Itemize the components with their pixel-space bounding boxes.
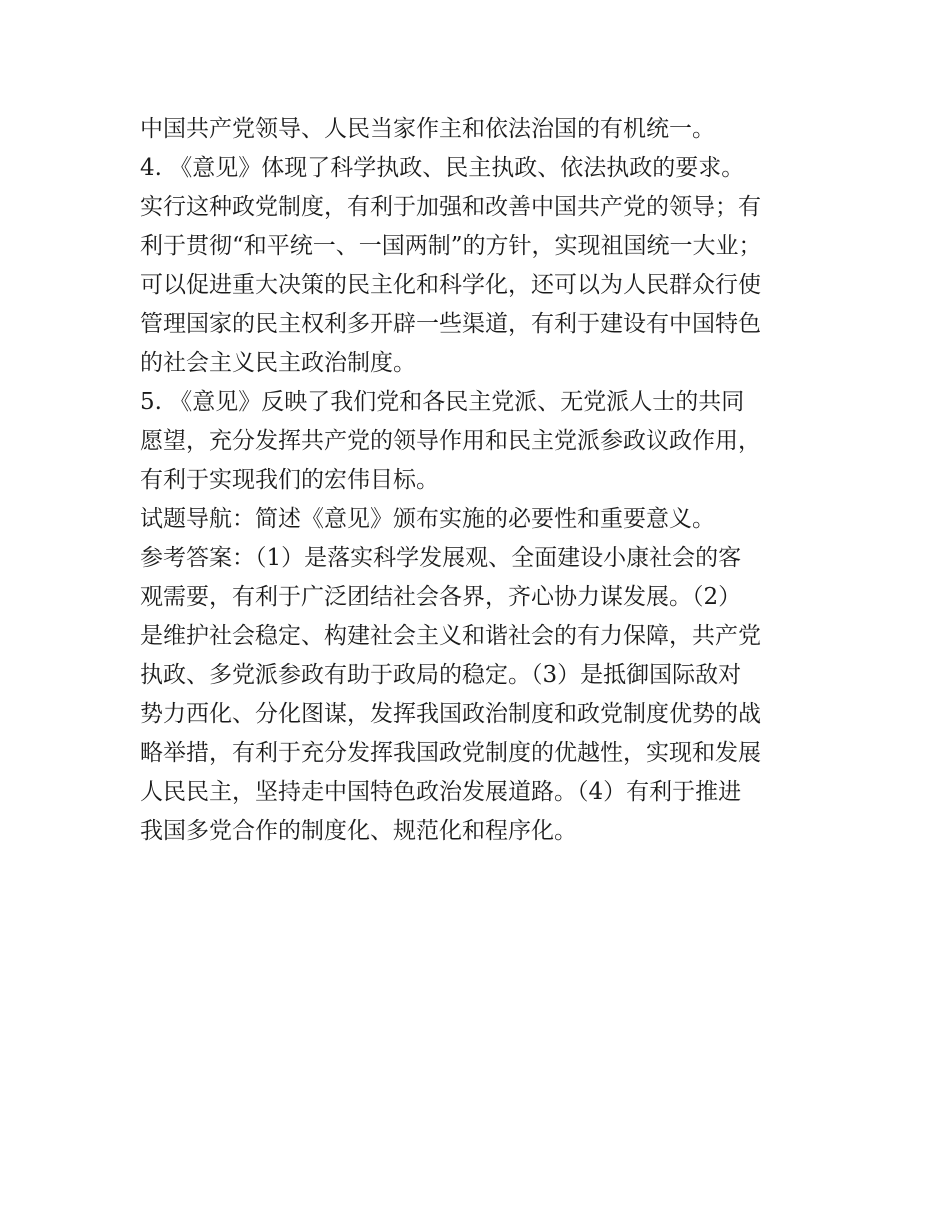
text-line: 观需要，有利于广泛团结社会各界，齐心协力谋发展。（2） <box>140 584 742 610</box>
text-line: 可以促进重大决策的民主化和科学化，还可以为人民群众行使 <box>140 272 761 298</box>
text-line: 参考答案：（1）是落实科学发展观、全面建设小康社会的客 <box>140 545 742 571</box>
text-line: 有利于实现我们的宏伟目标。 <box>140 467 439 493</box>
text-line: 略举措，有利于充分发挥我国政党制度的优越性，实现和发展 <box>140 740 761 766</box>
text-line: 试题导航：简述《意见》颁布实施的必要性和重要意义。 <box>140 506 715 532</box>
text-line: 执政、多党派参政有助于政局的稳定。（3）是抵御国际敌对 <box>140 662 742 688</box>
document-body <box>140 110 820 851</box>
text-line: 势力西化、分化图谋，发挥我国政治制度和政党制度优势的战 <box>140 701 761 727</box>
text-line: 愿望，充分发挥共产党的领导作用和民主党派参政议政作用， <box>140 428 761 454</box>
text-line: 5. 《意见》反映了我们党和各民主党派、无党派人士的共同 <box>140 389 745 415</box>
text-line: 管理国家的民主权利多开辟一些渠道，有利于建设有中国特色 <box>140 311 761 337</box>
text-line: 的社会主义民主政治制度。 <box>140 350 416 376</box>
text-line: 我国多党合作的制度化、规范化和程序化。 <box>140 818 577 844</box>
text-line: 是维护社会稳定、构建社会主义和谐社会的有力保障，共产党 <box>140 623 761 649</box>
text-line: 利于贯彻“和平统一、一国两制”的方针，实现祖国统一大业； <box>140 233 762 259</box>
text-line: 中国共产党领导、人民当家作主和依法治国的有机统一。 <box>140 116 715 142</box>
text-line: 实行这种政党制度，有利于加强和改善中国共产党的领导；有 <box>140 194 761 220</box>
text-line: 人民民主，坚持走中国特色政治发展道路。（4）有利于推进 <box>140 779 742 805</box>
text-line: 4. 《意见》体现了科学执政、民主执政、依法执政的要求。 <box>140 155 745 181</box>
